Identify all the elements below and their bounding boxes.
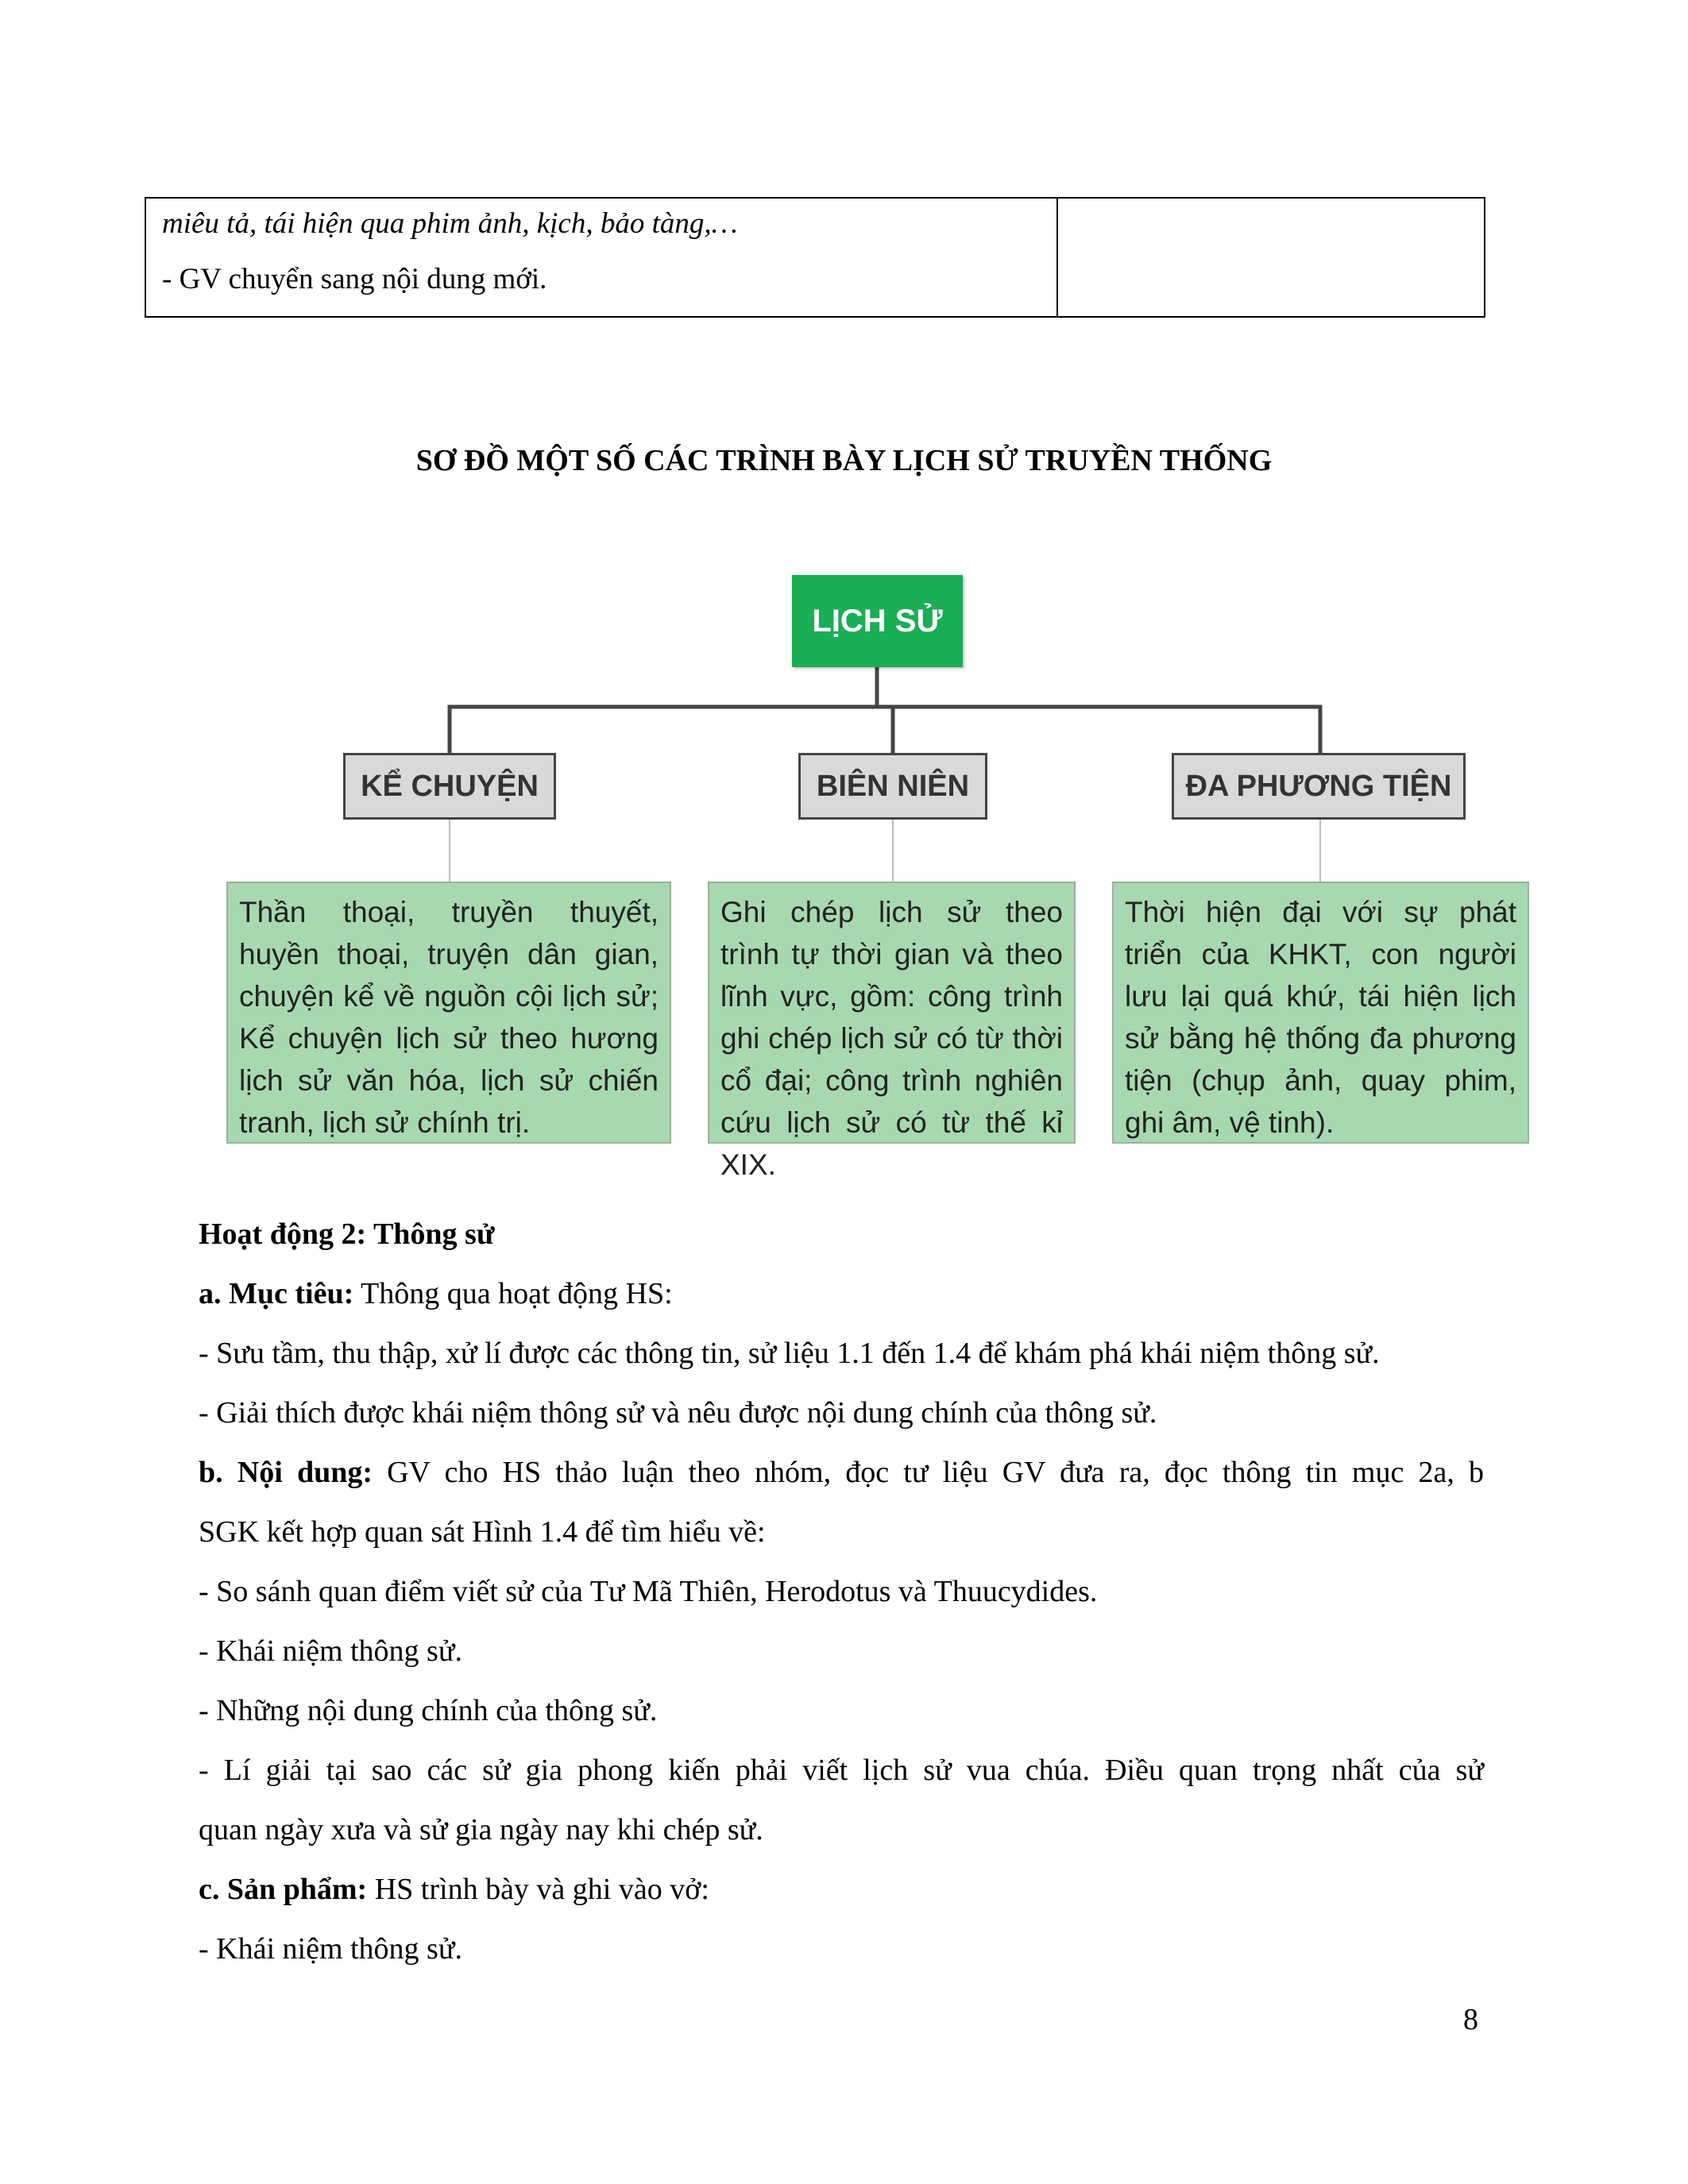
diagram-category-ke-chuyen: KỂ CHUYỆN [343,753,556,820]
content-text-continued: SGK kết hợp quan sát Hình 1.4 để tìm hiểu về: [199,1515,766,1549]
content-item: - So sánh quan điểm viết sử của Tư Mã Thiên, Herodotus và Thuucydides. [199,1575,1098,1608]
product-item: - Khái niệm thông sử. [199,1932,462,1966]
activity-heading: Hoạt động 2: Thông sử [199,1217,495,1251]
diagram-description-ke-chuyen: Thần thoại, truyền thuyết, huyền thoại, truyện dân gian, chuyện kể về nguồn cội lịch sử; Kể chuyện lịch sử theo hương lịch sử văn hóa, lịch sử chiến tranh, lịch sử chính trị. [226,882,671,1144]
objective-paragraph [199,1275,673,1312]
product-paragraph [199,1871,709,1908]
content-item-long: - Lí giải tại sao các sử gia phong kiến phải viết lịch sử vua chúa. Điều quan trọng nhất của sử [199,1754,1484,1787]
content-item: - Khái niệm thông sử. [199,1634,462,1668]
product-label: c. Sản phẩm: [199,1873,368,1906]
objective-item: - Sưu tầm, thu thập, xử lí được các thông tin, sử liệu 1.1 đến 1.4 để khám phá khái niệm thông sử. [199,1337,1380,1370]
diagram-category-da-phuong-tien: ĐA PHƯƠNG TIỆN [1172,753,1466,820]
objective-item: - Giải thích được khái niệm thông sử và nêu được nội dung chính của thông sử. [199,1396,1157,1430]
content-item-long-continued: quan ngày xưa và sử gia ngày nay khi chép sử. [199,1813,763,1846]
table-cell-line-1: miêu tả, tái hiện qua phim ảnh, kịch, bảo tàng,… [162,207,738,240]
content-item: - Những nội dung chính của thông sử. [199,1694,658,1727]
table-cell-line-2: - GV chuyển sang nội dung mới. [162,263,547,295]
objective-text: Thông qua hoạt động HS: [353,1277,673,1310]
product-text: HS trình bày và ghi vào vở: [367,1873,709,1906]
diagram-title: SƠ ĐỒ MỘT SỐ CÁC TRÌNH BÀY LỊCH SỬ TRUYỀN THỐNG [415,444,1273,477]
objective-label: a. Mục tiêu: [199,1277,354,1310]
content-paragraph [199,1454,1484,1491]
diagram-description-bien-nien: Ghi chép lịch sử theo trình tự thời gian và theo lĩnh vực, gồm: công trình ghi chép lịch sử có từ thời cổ đại; công trình nghiên cứu lịch sử có từ thế kỉ XIX. [708,882,1076,1144]
diagram-category-bien-nien: BIÊN NIÊN [798,753,987,820]
content-text: GV cho HS thảo luận theo nhóm, đọc tư liệu GV đưa ra, đọc thông tin mục 2a, b [373,1456,1484,1489]
content-label: b. Nội dung: [199,1456,373,1489]
diagram-description-da-phuong-tien: Thời hiện đại với sự phát triển của KHKT, con người lưu lại quá khứ, tái hiện lịch sử bằng hệ thống đa phương tiện (chụp ảnh, quay phim, ghi âm, vệ tinh). [1112,882,1529,1144]
page-number: 8 [1463,2003,1478,2036]
diagram-root-node: LỊCH SỬ [792,575,963,667]
